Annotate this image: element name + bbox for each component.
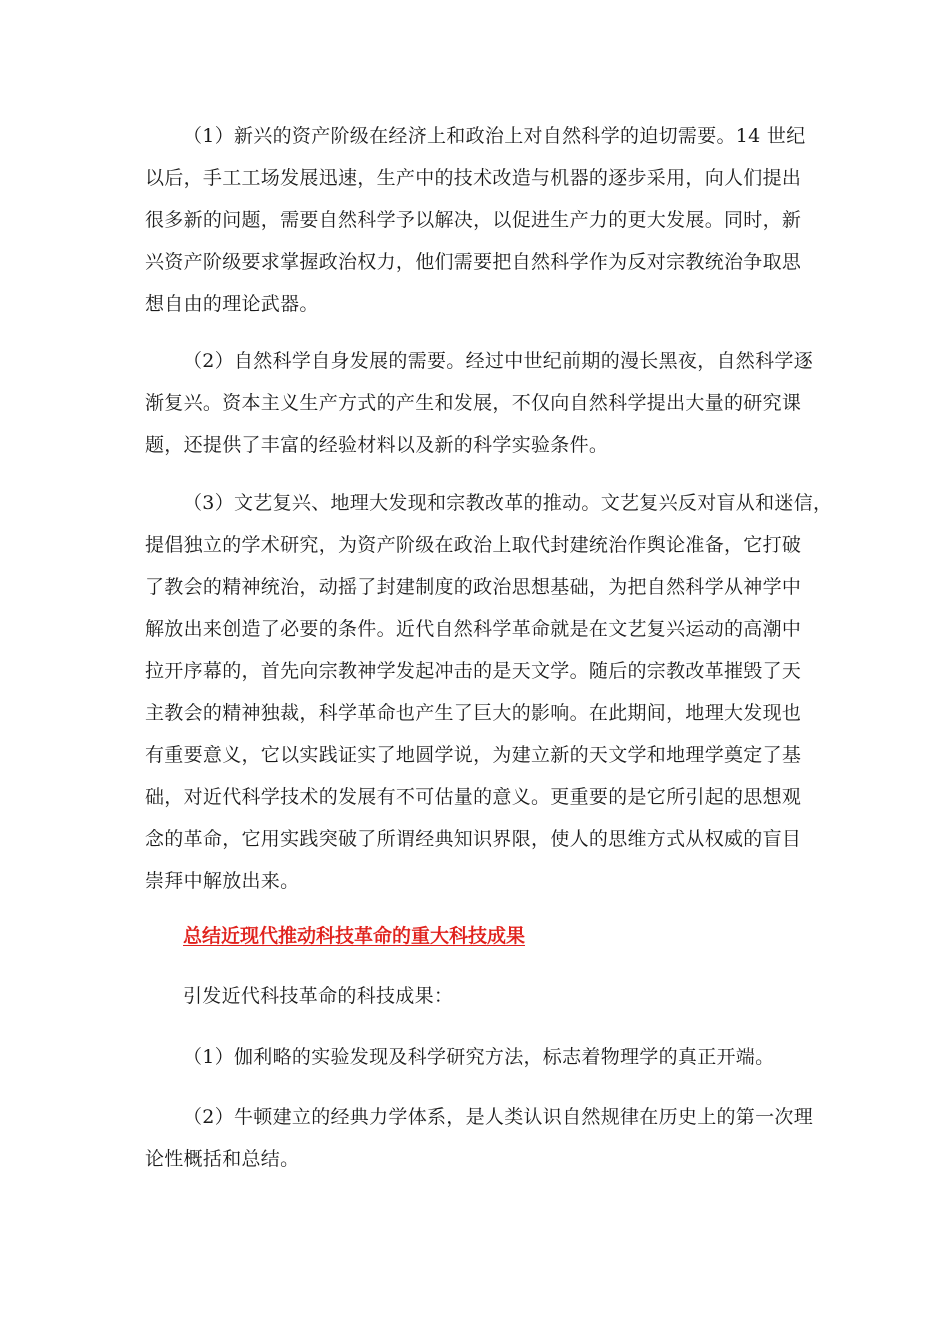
text-line: 提倡独立的学术研究，为资产阶级在政治上取代封建统治作舆论准备，它打破 <box>145 534 802 556</box>
section-heading-link[interactable]: 总结近现代推动科技革命的重大科技成果 <box>183 925 526 947</box>
text-line: 很多新的问题，需要自然科学予以解决，以促进生产力的更大发展。同时，新 <box>145 209 802 231</box>
text-line: 论性概括和总结。 <box>145 1148 300 1170</box>
text-line: 兴资产阶级要求掌握政治权力，他们需要把自然科学作为反对宗教统治争取思 <box>145 251 802 273</box>
text-line: 渐复兴。资本主义生产方式的产生和发展，不仅向自然科学提出大量的研究课 <box>145 392 802 414</box>
list-item-1 <box>145 1036 825 1078</box>
intro-paragraph <box>145 975 825 1017</box>
text-line: 拉开序幕的，首先向宗教神学发起冲击的是天文学。随后的宗教改革摧毁了天 <box>145 660 802 682</box>
text-line: 础，对近代科学技术的发展有不可估量的意义。更重要的是它所引起的思想观 <box>145 786 802 808</box>
text-line: 崇拜中解放出来。 <box>145 870 300 892</box>
text-line: 解放出来创造了必要的条件。近代自然科学革命就是在文艺复兴运动的高潮中 <box>145 618 802 640</box>
text-line: （1）伽利略的实验发现及科学研究方法，标志着物理学的真正开端。 <box>183 1046 775 1068</box>
text-line: 主教会的精神独裁，科学革命也产生了巨大的影响。在此期间，地理大发现也 <box>145 702 802 724</box>
text-line: （2）牛顿建立的经典力学体系，是人类认识自然规律在历史上的第一次理 <box>183 1106 813 1128</box>
text-line: （2）自然科学自身发展的需要。经过中世纪前期的漫长黑夜，自然科学逐 <box>183 350 813 372</box>
text-line: （1）新兴的资产阶级在经济上和政治上对自然科学的迫切需要。14 世纪 <box>183 125 806 147</box>
text-line: 以后，手工工场发展迅速，生产中的技术改造与机器的逐步采用，向人们提出 <box>145 167 802 189</box>
text-line: 有重要意义，它以实践证实了地圆学说，为建立新的天文学和地理学奠定了基 <box>145 744 802 766</box>
text-line: 题，还提供了丰富的经验材料以及新的科学实验条件。 <box>145 434 609 456</box>
text-line: 了教会的精神统治，动摇了封建制度的政治思想基础，为把自然科学从神学中 <box>145 576 802 598</box>
paragraph-2 <box>145 340 825 466</box>
text-line: （3）文艺复兴、地理大发现和宗教改革的推动。文艺复兴反对盲从和迷信， <box>183 492 833 514</box>
text-line: 念的革命，它用实践突破了所谓经典知识界限，使人的思维方式从权威的盲目 <box>145 828 802 850</box>
text-line: 想自由的理论武器。 <box>145 293 319 315</box>
paragraph-3 <box>145 482 833 902</box>
list-item-2 <box>145 1096 825 1180</box>
text-line: 引发近代科技革命的科技成果： <box>183 985 454 1007</box>
paragraph-1 <box>145 115 825 325</box>
